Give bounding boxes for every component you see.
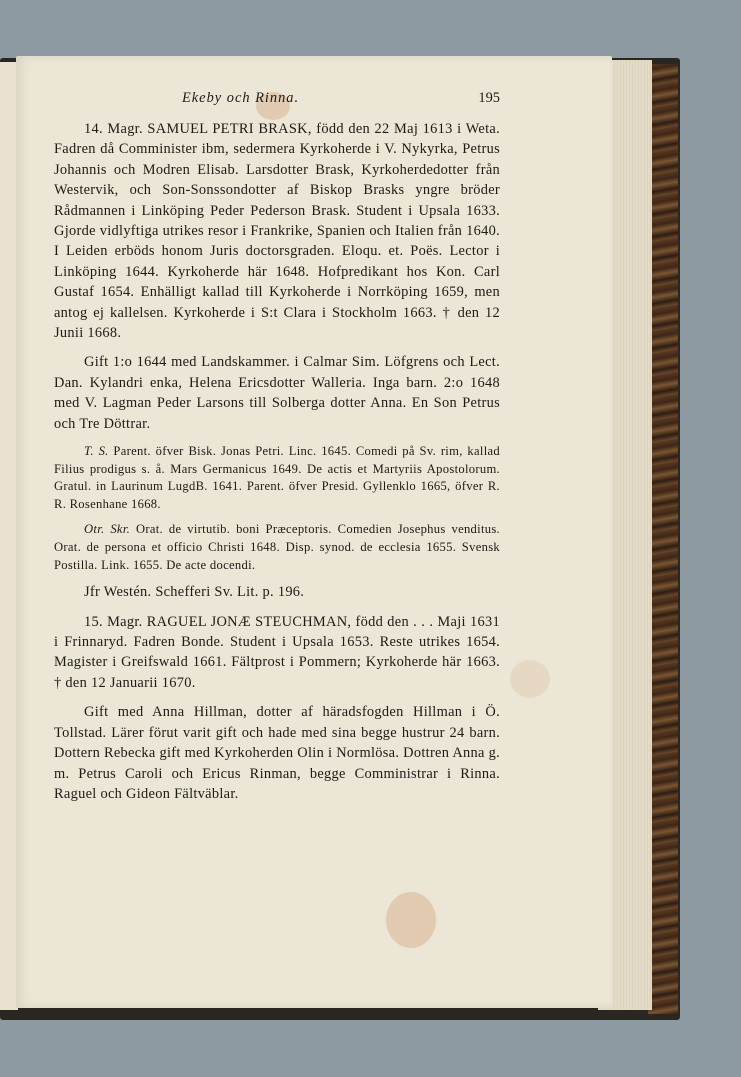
entry-14-printed-works (54, 443, 500, 513)
section-label: Otr. Skr. (84, 522, 131, 537)
page-text (54, 90, 500, 813)
entry-15-marriage (54, 702, 500, 804)
entry-14-reference (54, 582, 500, 602)
paragraph-text: Parent. öfver Bisk. Jonas Petri. Linc. 1645. Comedi på Sv. rim, kallad Filius prodigus s. å. Mars Germanicus 1649. De actis et Martyriis Apostolorum. Gratul. in Laurinum LugdB. 1641. Parent. öfver Presid. Gyllenklo 1665, öfver R. R. Rosenhane 1668. (54, 444, 500, 511)
paragraph-text: Jfr Westén. Schefferi Sv. Lit. p. 196. (84, 584, 305, 601)
section-label: T. S. (84, 444, 109, 459)
paragraph-text: Gift med Anna Hillman, dotter af häradsfogden Hillman i Ö. Tollstad. Lärer förut varit gift och hade med sina begge hustrur 24 barn. Dottern Rebecka gift med Kyrkoherden Olin i Normlösa. Dottren Anna g. m. Petrus Caroli och Ericus Rinman, begge Comministrar i Rinna. Raguel och Gideon Fältväblar. (54, 704, 500, 802)
running-header (54, 90, 500, 107)
stain (386, 892, 436, 948)
page-number: 195 (478, 90, 500, 106)
paragraph-text: 15. Magr. RAGUEL JONÆ STEUCHMAN, född den . . . Maji 1631 i Frinnaryd. Fadren Bonde. Student i Upsala 1653. Reste utrikes 1654. Magister i Greifswald 1661. Fältprost i Pommern; Kyrkoherde här 1663. † den 12 Januarii 1670. (54, 613, 500, 691)
entry-14 (54, 119, 500, 343)
entry-14-unprinted-works (54, 521, 500, 574)
paragraph-text: Gift 1:o 1644 med Landskammer. i Calmar Sim. Löfgrens och Lect. Dan. Kylandri enka, Helena Ericsdotter Walleria. Inga barn. 2:o 1648 med V. Lagman Peder Larsons till Solberga dotter Anna. En Son Petrus och Tre Döttrar. (54, 354, 500, 432)
paragraph-text: Orat. de virtutib. boni Præceptoris. Comedien Josephus venditus. Orat. de persona et officio Christi 1648. Disp. synod. de ecclesia 1655. Svensk Postilla. Link. 1655. De acte docendi. (54, 522, 500, 572)
running-title: Ekeby och Rinna. (182, 90, 300, 106)
entry-14-marriage (54, 352, 500, 434)
paragraph-text: 14. Magr. SAMUEL PETRI BRASK, född den 22 Maj 1613 i Weta. Fadren då Comminister ibm, sedermera Kyrkoherde i V. Nykyrka, Petrus Johannis och Modren Elisab. Larsdotter Brask, Kyrkoherdedotter från Westervik, och Son-Sonssondotter af Biskop Brasks yngre bröder Rådmannen i Linköping Peder Pederson Brask. Student i Upsala 1633. Gjorde vidlyftiga utrikes resor i Frankrike, Spanien och Italien från 1640. I Leiden erböds honom Juris doctorsgraden. Eloqu. et. Poës. Lector i Linköping 1644. Kyrkoherde här 1648. Hofpredikant hos Kon. Carl Gustaf 1654. Enhälligt kallad till Kyrkoherde i Norrköping 1659, men antog ej kallelsen. Kyrkoherde i S:t Clara i Stockholm 1663. † den 12 Junii 1668. (54, 121, 500, 342)
marbled-edge (648, 64, 678, 1014)
entry-15 (54, 612, 500, 694)
stain (510, 660, 550, 698)
